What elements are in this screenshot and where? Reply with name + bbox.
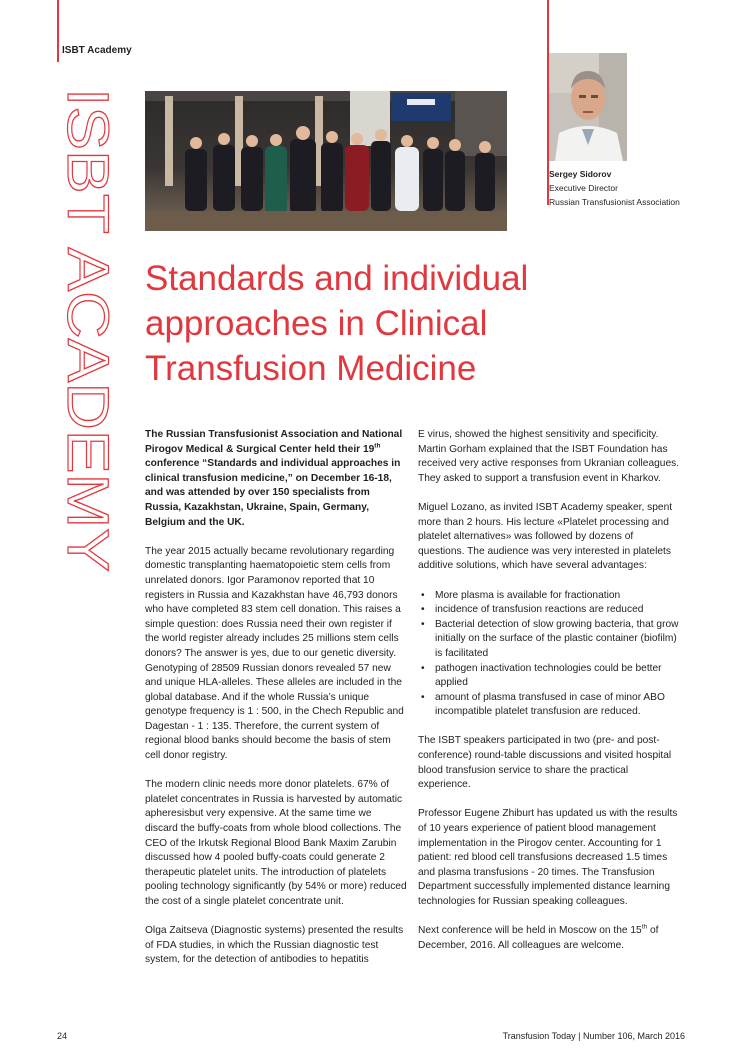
lead-superscript: th: [374, 442, 381, 450]
title-line-1: Standards and individual: [145, 259, 529, 298]
paragraph-zhiburt: Professor Eugene Zhiburt has updated us with the results of 10 years experience of patient blood management implementation in the Pirogov center. Accounting for 1 patient: red blood cell transfusions decreased 1.5 times and plasma transfusions - 20 times. The Transfusion Department successfully implemented distance learning technologies for Russian speaking colleagues.: [418, 808, 678, 907]
vertical-title-text: ISBT ACADEMY: [60, 88, 120, 516]
title-line-3: Transfusion Medicine: [145, 349, 477, 388]
vertical-title: [60, 88, 120, 574]
author-name: Sergey Sidorov: [549, 169, 612, 179]
group-photo: [145, 91, 507, 231]
paragraph-lozano: Miguel Lozano, as invited ISBT Academy speaker, spent more than 2 hours. His lecture «Platelet processing and platelet alternatives» was followed by dozens of questions. The audience was very interested in platelets additive solutions, which have several advantages:: [418, 501, 673, 572]
section-label: ISBT Academy: [62, 45, 132, 56]
paragraph-platelets: The modern clinic needs more donor platelets. 67% of platelet concentrates in Russia is harvested by automatic apheresisbut very expensive. At the same time we discard the buffy-coats from whole blood collections. The CEO of the Irkutsk Regional Blood Bank Maxim Zarubin discussed how 4 pooled buffy-coats could generate 2 therapeutic platelet units. The introduction of platelets pooling technology significantly (by 54% or more) reduced the cost of a single platelet concentrate unit.: [145, 779, 407, 907]
publication-info: Transfusion Today | Number 106, March 2016: [502, 1031, 685, 1041]
author-organization: Russian Transfusionist Association: [549, 197, 680, 207]
title-line-2: approaches in Clinical: [145, 304, 488, 343]
lead-text-b: conference “Standards and individual approaches in clinical transfusion medicine,” on December 16-18, and was attended by over 150 specialists from Russia, Kazakhstan, Ukraine, Spain, Germany, Belgium and the UK.: [145, 458, 401, 528]
paragraph-diagnostics: Olga Zaitseva (Diagnostic systems) presented the results of FDA studies, in which the Russian diagnostic test system, for the detection of antibodies to hepatitis: [145, 925, 404, 966]
lead-text-a: The Russian Transfusionist Association and National Pirogov Medical & Surgical Center held their 19: [145, 429, 403, 455]
paragraph-stem-cells: The year 2015 actually became revolutionary regarding domestic transplanting haematopoietic stem cells from unrelated donors. Igor Paramonov reported that 10 registers in Russia and Kazakhstan have 46,793 donors who have completed 83 stem cell donation. This raises a simple question: does Russia need their own register if the world register already includes 25 millions stem cells donors? The answer is yes, due to our genetic diversity. Genotyping of 28509 Russian donors revealed 57 new and unique HLA-alleles. These alleles are included in the global database. And if the whole Russia’s unique genotype frequency is 1 : 500, in the Chech Republic and Dagestan - 1 : 135. Therefore, the current system of regional blood banks should become the basis of stem cell donor registry.: [145, 545, 404, 762]
list-item: • pathogen inactivation technologies could be better applied: [418, 662, 680, 691]
author-caption: [549, 167, 724, 209]
paragraph-round-table: The ISBT speakers participated in two (pre- and post-conference) round-table discussions and visited hospital blood transfusion service to share the practical experience.: [418, 735, 672, 791]
page-number: 24: [57, 1031, 68, 1041]
list-item: • Bacterial detection of slow growing bacteria, that grow initially on the surface of the plastic container (biofilm) is facilitated: [418, 618, 680, 662]
list-item: • amount of plasma transfused in case of minor ABO incompatible platelet transfusion are reduced.: [418, 691, 680, 720]
list-item: • More plasma is available for fractionation: [418, 589, 680, 604]
article-title: [145, 256, 615, 391]
next-conference-text-b: of December, 2016. All colleagues are welcome.: [418, 925, 659, 951]
paragraph-hepatitis: E virus, showed the highest sensitivity and specificity. Martin Gorham explained that the ISBT Foundation has received very active responses from Ukranian colleagues. They asked to support a transfusion event in Kharkov.: [418, 429, 680, 484]
list-item: • incidence of transfusion reactions are reduced: [418, 603, 680, 618]
lead-paragraph: [145, 428, 407, 530]
paragraph-next-conference: [418, 924, 680, 953]
article-column-left: [145, 428, 407, 983]
author-portrait: [549, 53, 627, 161]
top-left-red-rule: [57, 0, 59, 62]
next-conference-text-a: Next conference will be held in Moscow on the 15: [418, 925, 642, 937]
author-role: Executive Director: [549, 183, 618, 193]
article-column-right: [418, 428, 680, 968]
next-conference-superscript: th: [641, 923, 648, 931]
advantages-list: [418, 589, 680, 720]
